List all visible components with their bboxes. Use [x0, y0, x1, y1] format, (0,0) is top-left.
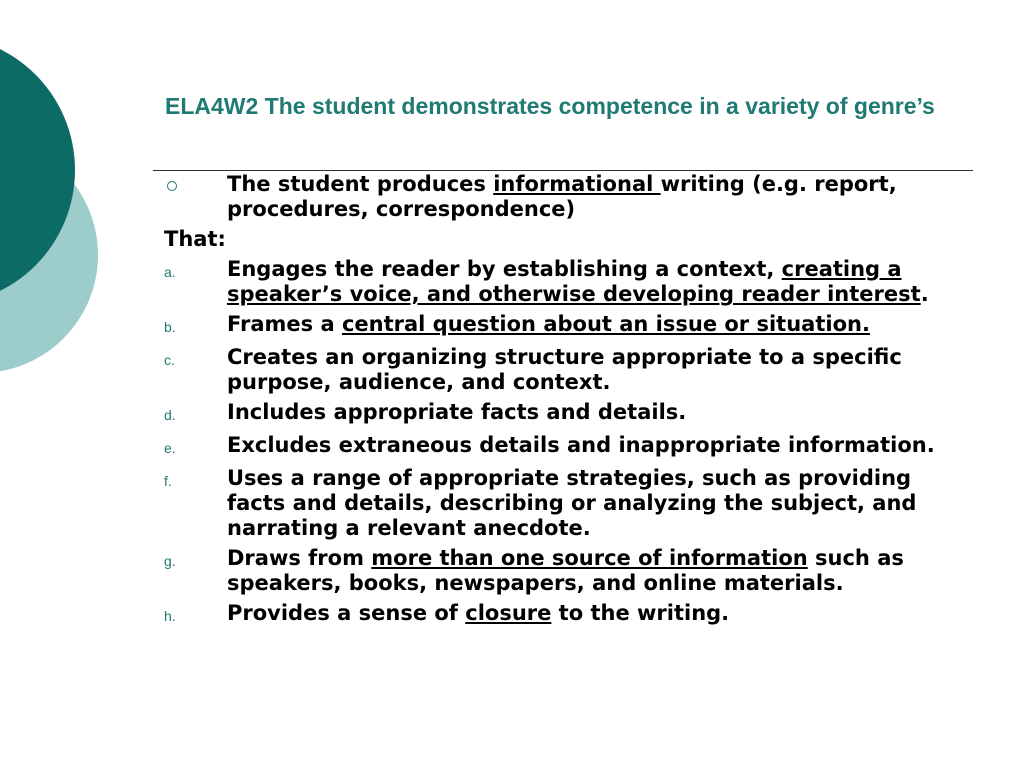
- intro-text: The student produces informational writing (e.g. report, procedures, correspondence): [227, 172, 897, 221]
- list-item: [164, 546, 974, 596]
- list-item: [164, 433, 974, 461]
- list-marker: d.: [164, 407, 176, 423]
- underlined-phrase: central question about an issue or situation.: [341, 312, 870, 336]
- underlined-phrase: more than one source of information: [371, 546, 808, 570]
- list-item-text: Engages the reader by establishing a context, creating a speaker’s voice, and otherwise developing reader interest.: [227, 257, 929, 306]
- list-marker: e.: [164, 440, 176, 456]
- list-item-text: Frames a central question about an issue or situation.: [227, 312, 870, 336]
- hollow-circle-bullet-icon: [164, 172, 227, 197]
- list-marker: a.: [164, 264, 176, 280]
- list-item-text: Draws from more than one source of information such as speakers, books, newspapers, and online materials.: [227, 546, 904, 595]
- list-item: [164, 345, 974, 395]
- list-item: [164, 466, 974, 541]
- list-item: [164, 400, 974, 428]
- list-item: [164, 257, 974, 307]
- underlined-phrase: informational: [493, 172, 661, 196]
- list-item: [164, 601, 974, 629]
- list-item-text: Uses a range of appropriate strategies, such as providing facts and details, describing or analyzing the subject, and narrating a relevant anecdote.: [227, 466, 917, 540]
- list-marker: f.: [164, 473, 172, 489]
- slide-title: ELA4W2 The student demonstrates competence in a variety of genre’s: [165, 93, 935, 119]
- list-item: [164, 312, 974, 340]
- list-item-text: Creates an organizing structure appropriate to a specific purpose, audience, and context.: [227, 345, 902, 394]
- list-marker: g.: [164, 553, 176, 569]
- that-label: That:: [164, 227, 226, 251]
- underlined-phrase: creating a speaker’s voice, and otherwise developing reader interest: [227, 257, 921, 306]
- list-marker: h.: [164, 608, 176, 624]
- decorative-circles: [0, 0, 110, 420]
- title-divider: [153, 170, 973, 171]
- underlined-phrase: closure: [465, 601, 552, 625]
- list-marker: c.: [164, 352, 175, 368]
- slide-content: [164, 172, 974, 634]
- list-item-text: Includes appropriate facts and details.: [227, 400, 687, 424]
- intro-bullet: [164, 172, 974, 222]
- list-item-text: Provides a sense of closure to the writing.: [227, 601, 730, 625]
- list-item-text: Excludes extraneous details and inappropriate information.: [227, 433, 935, 457]
- list-marker: b.: [164, 319, 176, 335]
